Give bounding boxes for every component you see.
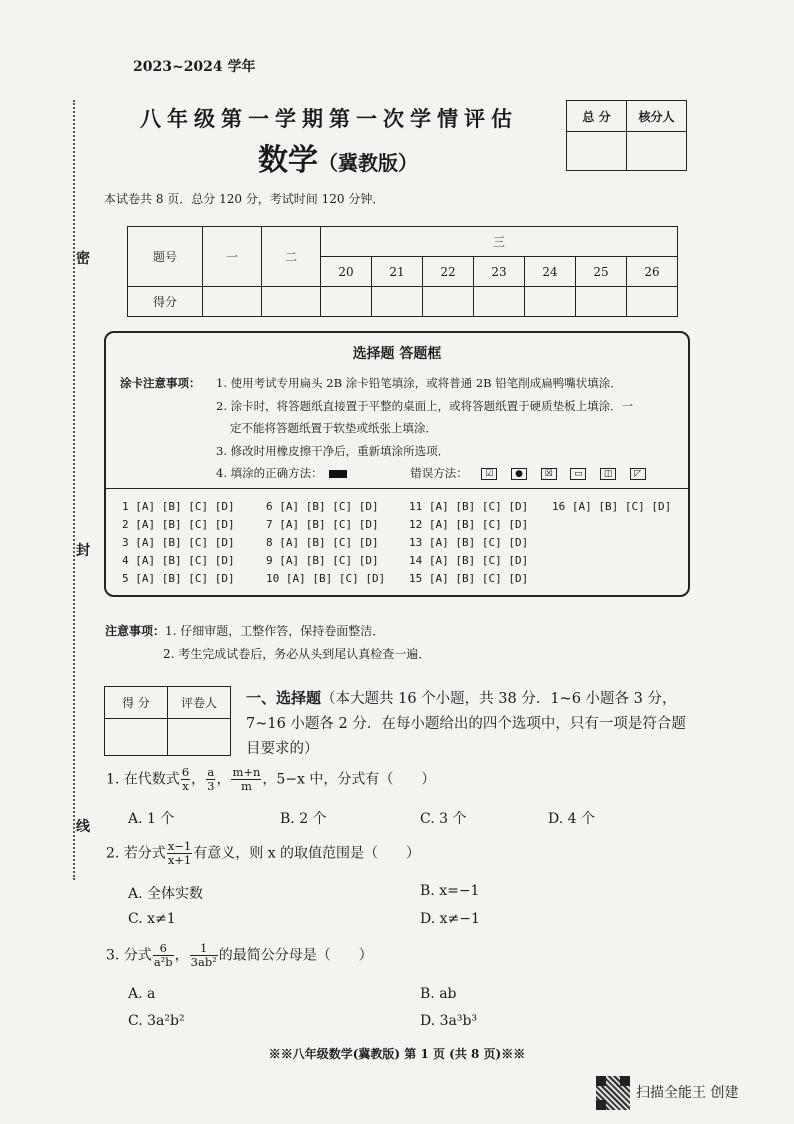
section-title: 一、选择题 bbox=[246, 689, 322, 707]
correct-method-label: 4. 填涂的正确方法： bbox=[216, 466, 323, 480]
answer-option-group[interactable]: 9 [A] [B] [C] [D] bbox=[266, 554, 379, 567]
exam-title: 八年级第一学期第一次学情评估 bbox=[140, 106, 518, 131]
section-two: 二 bbox=[262, 227, 321, 287]
score-cell[interactable] bbox=[525, 287, 576, 317]
answer-option-group[interactable]: 5 [A] [B] [C] [D] bbox=[122, 572, 235, 585]
notice-item-2: 2. 考生完成试卷后，务必从头到尾认真检查一遍． bbox=[163, 647, 431, 661]
wrong-mark-icon: ◫ bbox=[600, 468, 616, 480]
question-2 bbox=[106, 840, 420, 867]
answer-option-group[interactable]: 2 [A] [B] [C] [D] bbox=[122, 518, 235, 531]
answer-option-group[interactable]: 16 [A] [B] [C] [D] bbox=[552, 500, 672, 513]
answer-option-group[interactable]: 6 [A] [B] [C] [D] bbox=[266, 500, 379, 513]
option-d[interactable]: D. 3a³b³ bbox=[420, 1013, 478, 1029]
option-b[interactable]: B. x=−1 bbox=[420, 883, 480, 899]
grader-score-label: 得 分 bbox=[105, 687, 168, 719]
subject-title bbox=[258, 135, 418, 179]
answer-option-group[interactable]: 8 [A] [B] [C] [D] bbox=[266, 536, 379, 549]
rules-label: 涂卡注意事项： bbox=[120, 376, 201, 390]
wrong-mark-icon: ☑ bbox=[481, 468, 497, 480]
answer-option-group[interactable]: 1 [A] [B] [C] [D] bbox=[122, 500, 235, 513]
fraction: $\frac{6}{\text{a²b}}$ bbox=[153, 941, 173, 969]
score-cell[interactable] bbox=[321, 287, 372, 317]
answer-option-group[interactable]: 13 [A] [B] [C] [D] bbox=[409, 536, 529, 549]
question-text: 若分式 bbox=[123, 845, 166, 862]
option-b[interactable]: B. 2 个 bbox=[280, 811, 327, 827]
answer-option-group[interactable]: 7 [A] [B] [C] [D] bbox=[266, 518, 379, 531]
total-label: 总 分 bbox=[567, 101, 627, 132]
question-no-label: 题号 bbox=[128, 227, 203, 287]
sub-question: 23 bbox=[474, 257, 525, 287]
sub-question: 20 bbox=[321, 257, 372, 287]
sub-question: 26 bbox=[627, 257, 678, 287]
exam-intro: 本试卷共 8 页．总分 120 分，考试时间 120 分钟． bbox=[104, 192, 385, 206]
score-cell[interactable] bbox=[372, 287, 423, 317]
question-text: 有意义，则 x 的取值范围是（ ） bbox=[193, 845, 421, 862]
sub-question: 25 bbox=[576, 257, 627, 287]
sub-question: 24 bbox=[525, 257, 576, 287]
scanner-label: 扫描全能王 创建 bbox=[636, 1085, 739, 1101]
question-text: 在代数式 bbox=[123, 771, 180, 788]
total-score-box bbox=[566, 100, 687, 171]
answer-option-group[interactable]: 11 [A] [B] [C] [D] bbox=[409, 500, 529, 513]
seal-char-feng: 封 bbox=[76, 543, 90, 559]
option-a[interactable]: A. a bbox=[128, 986, 156, 1002]
notice-label: 注意事项： bbox=[105, 624, 166, 638]
fraction: $\frac{6}{x}$ bbox=[181, 765, 190, 793]
grader-box bbox=[104, 686, 231, 756]
correct-fill-mark bbox=[329, 470, 347, 478]
score-label: 得分 bbox=[128, 287, 203, 317]
section-one: 一 bbox=[203, 227, 262, 287]
question-number: 2. bbox=[106, 845, 120, 862]
qr-code-icon bbox=[596, 1076, 630, 1110]
score-table bbox=[127, 226, 678, 317]
sub-question: 22 bbox=[423, 257, 474, 287]
academic-year: 2023~2024 学年 bbox=[133, 59, 256, 75]
rule-2-cont: 定不能将答题纸置于软垫或纸张上填涂． bbox=[230, 421, 437, 435]
seal-char-mi: 密 bbox=[76, 251, 90, 267]
wrong-mark-icon: ☒ bbox=[541, 468, 557, 480]
answer-option-group[interactable]: 12 [A] [B] [C] [D] bbox=[409, 518, 529, 531]
score-cell[interactable] bbox=[576, 287, 627, 317]
wrong-method-label: 错误方法： bbox=[410, 466, 468, 480]
notice-item-1: 1. 仔细审题，工整作答，保持卷面整洁． bbox=[165, 624, 385, 638]
question-1: 1. 在代数式 $\frac{6}{x}$ ， $\frac{a}{3}$ ， $\frac{m+n}{m}$ ，5−x 中，分式有（ ） bbox=[106, 765, 436, 793]
question-3: 3. 分式 $\frac{6}{\text{a²b}}$ ， $\frac{1}{\text{3ab²}}$ 的最简公分母是（ ） bbox=[106, 941, 373, 969]
wrong-mark-icon: ● bbox=[511, 468, 527, 480]
question-number: 3. bbox=[106, 947, 120, 964]
option-b[interactable]: B. ab bbox=[420, 986, 457, 1002]
grader-score-cell[interactable] bbox=[105, 719, 168, 756]
score-cell[interactable] bbox=[262, 287, 321, 317]
option-c[interactable]: C. 3a²b² bbox=[128, 1013, 185, 1029]
fraction: $\frac{m+n}{m}$ bbox=[232, 765, 261, 793]
rule-4 bbox=[216, 465, 646, 481]
section-desc: （本大题共 16 个小题，共 38 分．1~6 小题各 3 分，7~16 小题各 2 分．在每小题给出的四个选项中，只有一项是符合题目要求的） bbox=[246, 691, 686, 757]
answer-option-group[interactable]: 3 [A] [B] [C] [D] bbox=[122, 536, 235, 549]
subject-name: 数学 bbox=[258, 143, 318, 178]
checker-label: 核分人 bbox=[627, 101, 687, 132]
rule-2: 2. 涂卡时，将答题纸直接置于平整的桌面上，或将答题纸置于硬质垫板上填涂．一 bbox=[216, 399, 634, 413]
score-cell[interactable] bbox=[423, 287, 474, 317]
grader-name-cell[interactable] bbox=[168, 719, 231, 756]
option-c[interactable]: C. x≠1 bbox=[128, 911, 176, 927]
edition: （冀教版） bbox=[318, 151, 418, 175]
rule-1: 1. 使用考试专用扁头 2B 涂卡铅笔填涂，或将普通 2B 铅笔削成扁鸭嘴状填涂． bbox=[216, 376, 622, 390]
sub-question: 21 bbox=[372, 257, 423, 287]
option-d[interactable]: D. 4 个 bbox=[548, 811, 595, 827]
notice-line-1 bbox=[105, 622, 384, 639]
fraction: $\frac{x-1}{x+1}$ bbox=[167, 839, 192, 867]
wrong-mark-icon: ▭ bbox=[570, 468, 586, 480]
fraction: $\frac{1}{\text{3ab²}}$ bbox=[190, 941, 217, 969]
wrong-mark-icon: ◸ bbox=[630, 468, 646, 480]
section-three: 三 bbox=[321, 227, 678, 257]
answer-option-group[interactable]: 10 [A] [B] [C] [D] bbox=[266, 572, 386, 585]
answer-option-group[interactable]: 14 [A] [B] [C] [D] bbox=[409, 554, 529, 567]
binding-line bbox=[73, 100, 75, 880]
option-a[interactable]: A. 1 个 bbox=[128, 811, 175, 827]
option-c[interactable]: C. 3 个 bbox=[420, 811, 467, 827]
seal-char-xian: 线 bbox=[76, 819, 90, 835]
section-heading bbox=[246, 686, 696, 762]
score-cell[interactable] bbox=[627, 287, 678, 317]
scanner-watermark bbox=[596, 1076, 738, 1110]
question-text: ，5−x 中，分式有（ ） bbox=[262, 771, 436, 788]
answer-option-group[interactable]: 15 [A] [B] [C] [D] bbox=[409, 572, 529, 585]
question-text: 的最简公分母是（ ） bbox=[218, 947, 373, 964]
answer-option-group[interactable]: 4 [A] [B] [C] [D] bbox=[122, 554, 235, 567]
grader-label: 评卷人 bbox=[168, 687, 231, 719]
option-d[interactable]: D. x≠−1 bbox=[420, 911, 480, 927]
fraction: $\frac{a}{3}$ bbox=[207, 765, 215, 793]
answer-card bbox=[104, 331, 690, 597]
question-number: 1. bbox=[106, 771, 120, 788]
total-cell[interactable] bbox=[567, 132, 627, 171]
page-footer: ※※八年级数学(冀教版) 第 1 页 (共 8 页)※※ bbox=[268, 1047, 526, 1061]
card-divider bbox=[106, 488, 688, 489]
rule-3: 3. 修改时用橡皮擦干净后，重新填涂所选项． bbox=[216, 444, 450, 458]
option-a[interactable]: A. 全体实数 bbox=[128, 886, 204, 902]
checker-cell[interactable] bbox=[627, 132, 687, 171]
question-text: 分式 bbox=[123, 947, 152, 964]
answer-card-title: 选择题 答题框 bbox=[352, 346, 442, 362]
score-cell[interactable] bbox=[474, 287, 525, 317]
score-cell[interactable] bbox=[203, 287, 262, 317]
